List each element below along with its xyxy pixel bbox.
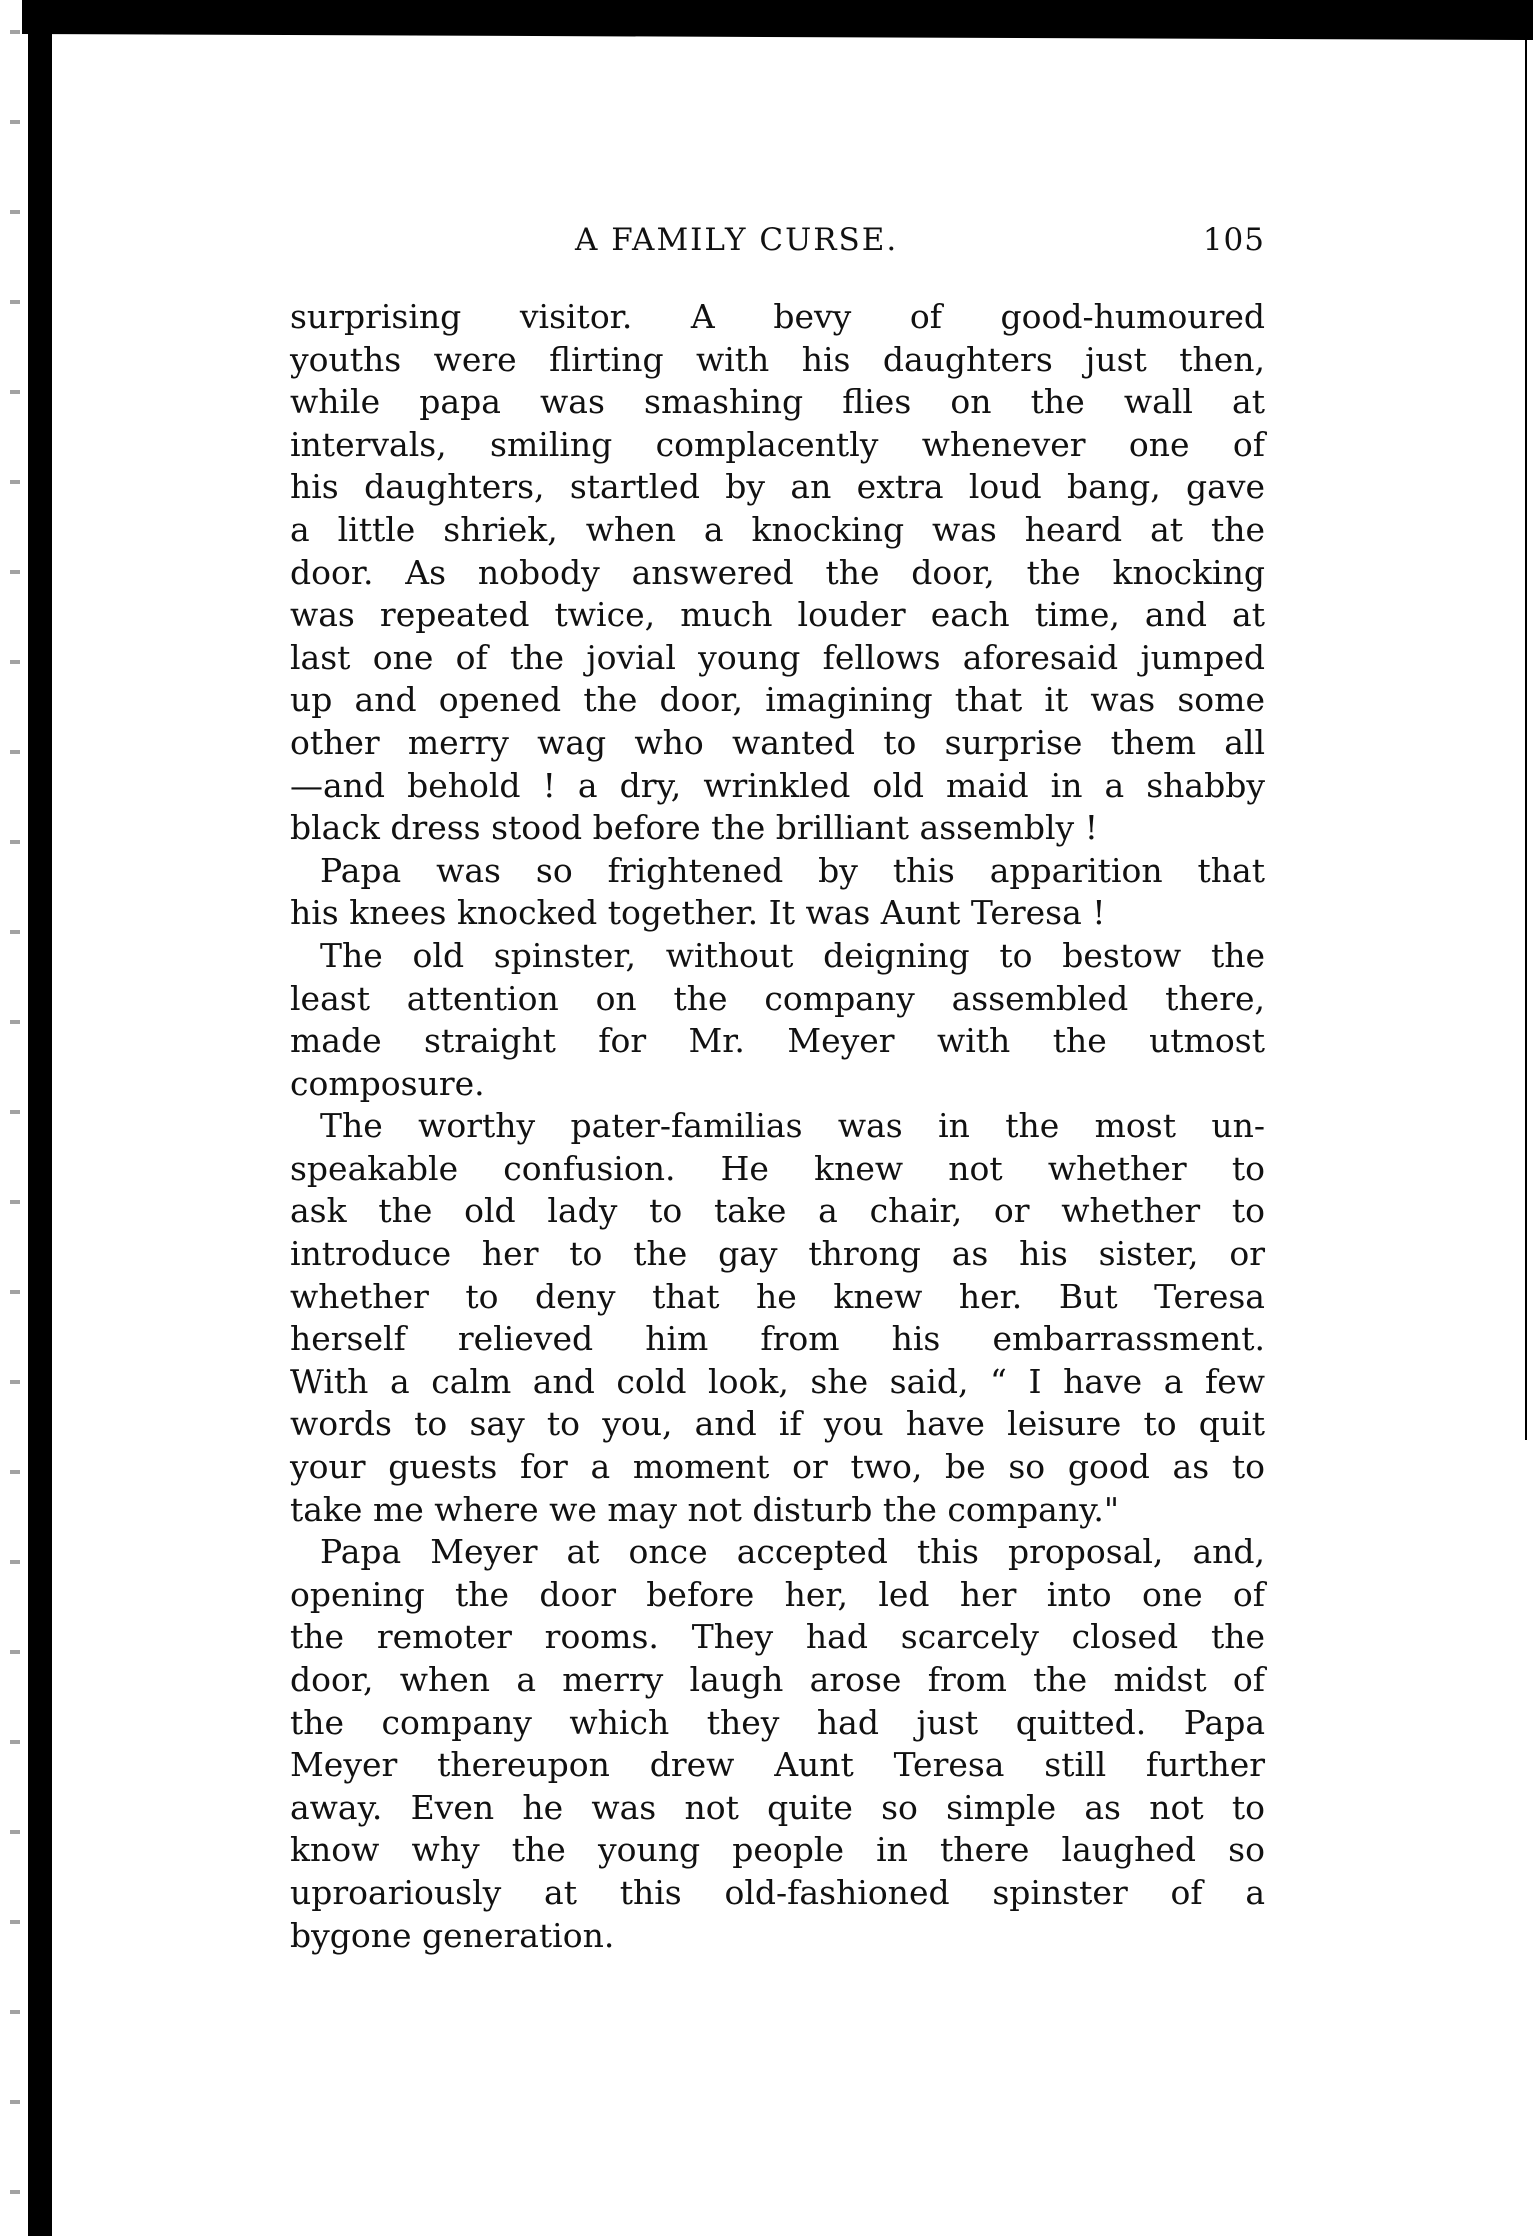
page-header <box>290 222 1265 266</box>
text-line: a little shriek, when a knocking was heard at the <box>290 509 1265 549</box>
body-text <box>290 296 1265 1957</box>
text-line: words to say to you, and if you have leisure to quit <box>290 1404 1265 1444</box>
text-line: his daughters, startled by an extra loud bang, gave <box>290 467 1265 507</box>
text-line: least attention on the company assembled there, <box>290 978 1265 1018</box>
text-line: up and opened the door, imagining that it was some <box>290 680 1265 720</box>
text-line: composure. <box>290 1063 485 1103</box>
page-number: 105 <box>1202 222 1265 258</box>
text-line: take me where we may not disturb the company." <box>290 1489 1119 1529</box>
scan-border-right <box>1525 40 1527 1440</box>
text-line: introduce her to the gay throng as his sister, or <box>290 1234 1265 1274</box>
text-line: his knees knocked together. It was Aunt Teresa ! <box>290 893 1106 933</box>
text-line: With a calm and cold look, she said, “ I have a few <box>290 1361 1265 1401</box>
text-line: The worthy pater-familias was in the most un- <box>320 1106 1265 1146</box>
text-line: Meyer thereupon drew Aunt Teresa still further <box>290 1745 1265 1785</box>
text-line: youths were flirting with his daughters just then, <box>290 339 1265 379</box>
text-line: —and behold ! a dry, wrinkled old maid in a shabby <box>290 765 1265 805</box>
text-line: the company which they had just quitted. Papa <box>290 1702 1265 1742</box>
running-title: A FAMILY CURSE. <box>575 222 899 258</box>
text-line: while papa was smashing flies on the wall at <box>290 382 1265 422</box>
text-line: whether to deny that he knew her. But Teresa <box>290 1276 1265 1316</box>
text-line: other merry wag who wanted to surprise them all <box>290 722 1265 762</box>
text-line: speakable confusion. He knew not whether to <box>290 1148 1265 1188</box>
text-line: last one of the jovial young fellows aforesaid jumped <box>290 637 1265 677</box>
text-line: door, when a merry laugh arose from the midst of <box>290 1660 1265 1699</box>
text-line: opening the door before her, led her into one of <box>290 1574 1265 1614</box>
text-line: uproariously at this old-fashioned spinster of a <box>290 1872 1265 1912</box>
scan-edge-left <box>10 0 20 2236</box>
text-line: surprising visitor. A bevy of good-humoured <box>290 297 1265 336</box>
text-line: Papa Meyer at once accepted this proposal, and, <box>320 1532 1265 1572</box>
text-line: ask the old lady to take a chair, or whether to <box>290 1191 1265 1231</box>
text-line: The old spinster, without deigning to bestow the <box>320 935 1265 975</box>
text-line: herself relieved him from his embarrassment. <box>290 1319 1265 1359</box>
scan-border-left <box>28 0 52 2236</box>
text-line: black dress stood before the brilliant assembly ! <box>290 808 1098 848</box>
text-line: bygone generation. <box>290 1915 615 1955</box>
text-line: the remoter rooms. They had scarcely closed the <box>290 1617 1265 1657</box>
text-line: Papa was so frightened by this apparition that <box>320 850 1265 890</box>
text-line: know why the young people in there laughed so <box>290 1830 1265 1870</box>
text-line: your guests for a moment or two, be so good as to <box>290 1447 1265 1487</box>
text-line: was repeated twice, much louder each time, and at <box>290 595 1265 635</box>
text-line: door. As nobody answered the door, the knocking <box>290 552 1265 592</box>
text-line: made straight for Mr. Meyer with the utmost <box>290 1021 1265 1061</box>
text-line: away. Even he was not quite so simple as not to <box>290 1787 1265 1827</box>
scan-border-top <box>22 0 1533 40</box>
text-line: intervals, smiling complacently whenever one of <box>290 424 1265 464</box>
